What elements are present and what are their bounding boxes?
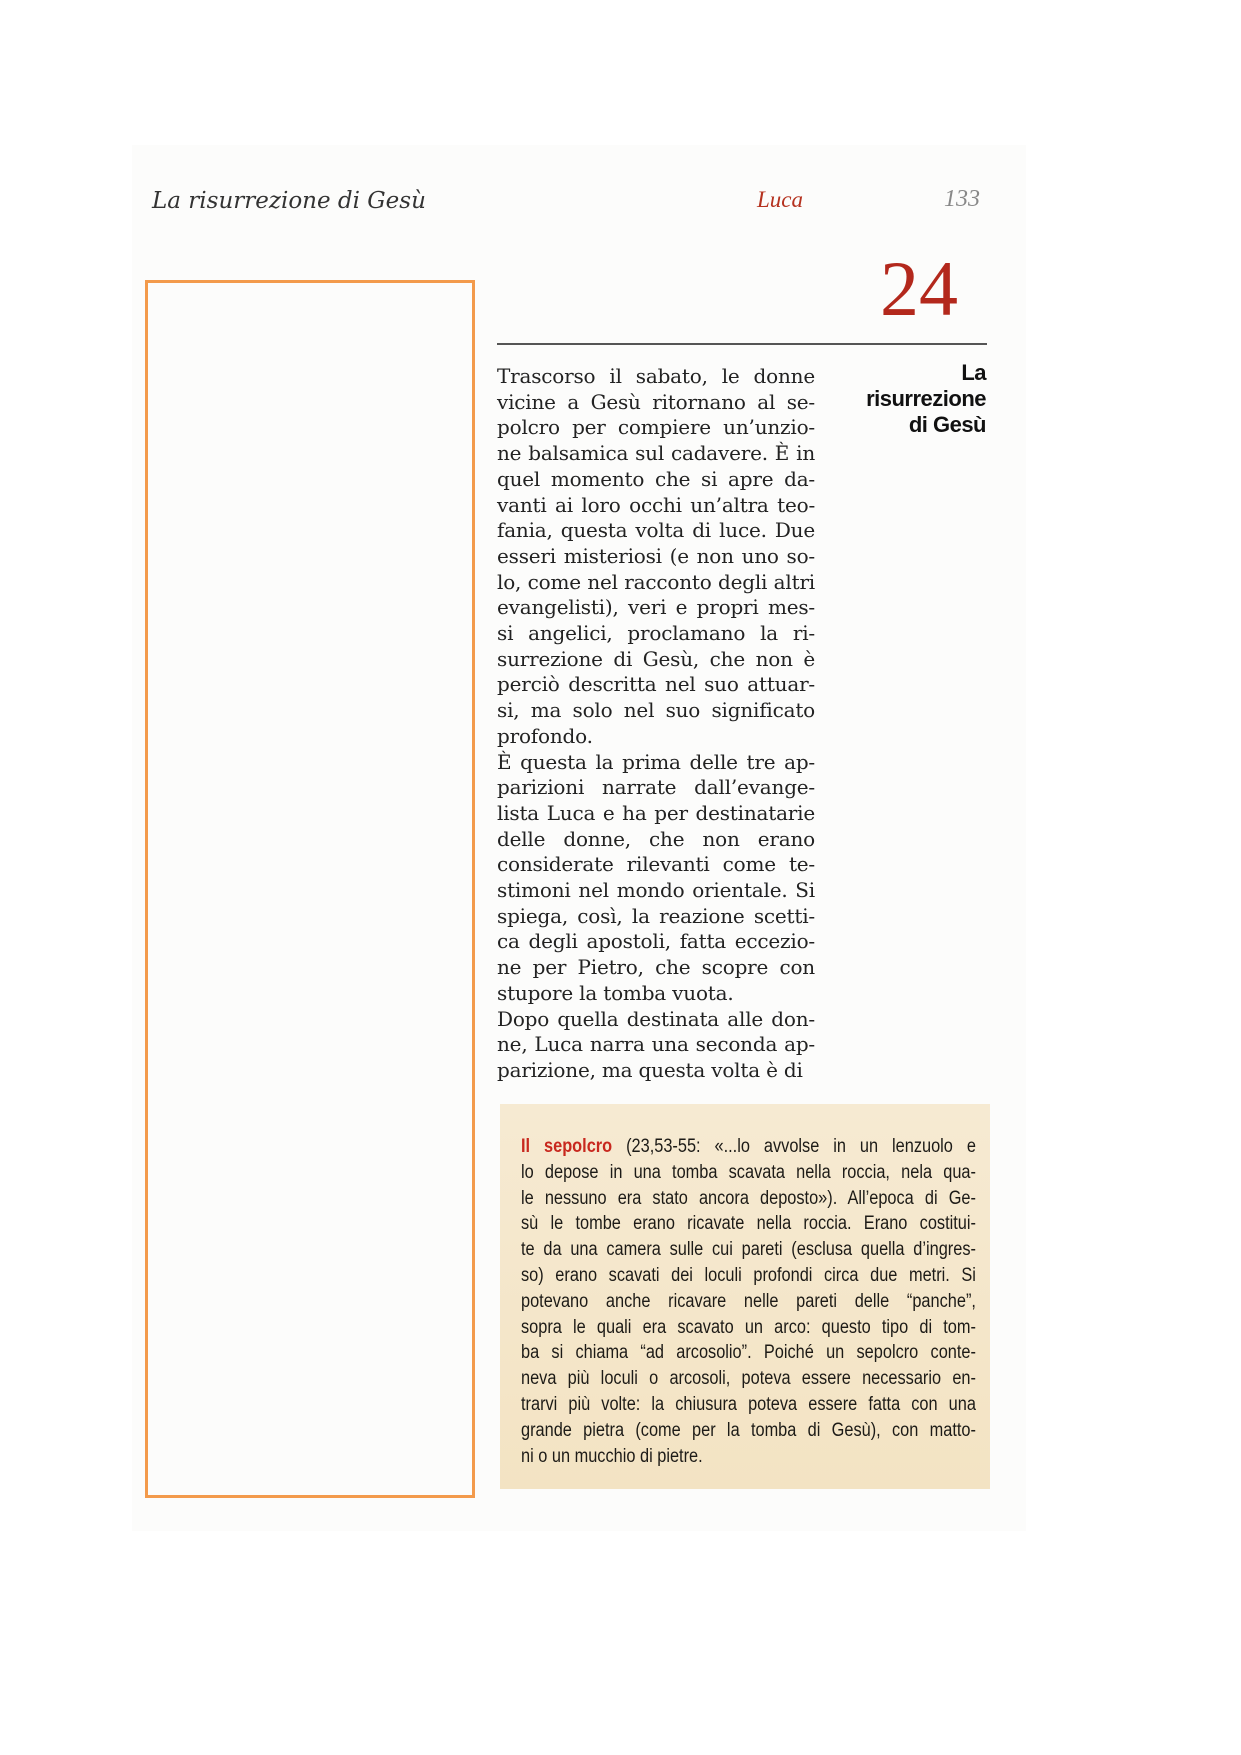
body-line: ca degli apostoli, fatta eccezio- <box>497 929 815 954</box>
body-line: vicine a Gesù ritornano al se- <box>497 389 815 414</box>
running-title: La risurrezione di Gesù <box>152 188 426 214</box>
body-line: parizione, ma questa volta è di <box>497 1057 803 1082</box>
body-line: evangelisti), veri e propri mes- <box>497 595 815 620</box>
box-line: sopra le quali era scavato un arco: questo tipo di tom- <box>521 1316 976 1338</box>
box-line-text: (23,53-55: «...lo avvolse in un lenzuolo e <box>612 1136 976 1157</box>
box-keyword: Il sepolcro <box>521 1136 613 1157</box>
body-line: fania, questa volta di luce. Due <box>497 518 815 543</box>
body-line: Trascorso il sabato, le donne <box>497 364 815 388</box>
image-placeholder-frame <box>145 280 475 1498</box>
section-title-line: risurrezione <box>866 386 986 411</box>
body-line: quel momento che si apre da- <box>497 466 815 491</box>
sidebar-box-text <box>521 1134 976 1469</box>
body-line: delle donne, che non erano <box>497 826 815 851</box>
box-line: lo depose in una tomba scavata nella roccia, nela qua- <box>521 1161 976 1183</box>
body-line: spiega, così, la reazione scetti- <box>497 903 815 928</box>
body-line: È questa la prima delle tre ap- <box>497 749 815 774</box>
gospel-name: Luca <box>757 187 803 212</box>
body-line: surrezione di Gesù, che non è <box>497 646 815 671</box>
box-line: ba si chiama “ad arcosolio”. Poiché un sepolcro conte- <box>521 1342 976 1364</box>
box-line: potevano anche ricavare nelle pareti delle “panche”, <box>521 1290 976 1312</box>
box-line: grande pietra (come per la tomba di Gesù), con matto- <box>521 1419 976 1441</box>
divider <box>497 343 987 345</box>
section-title-line: di Gesù <box>908 412 986 437</box>
body-line: Dopo quella destinata alle don- <box>497 1006 815 1031</box>
box-line: le nessuno era stato ancora deposto»). All’epoca di Ge- <box>521 1187 976 1209</box>
body-line: lo, come nel racconto degli altri <box>497 569 815 594</box>
body-line: stimoni nel mondo orientale. Si <box>497 878 815 903</box>
body-line: ne, Luca narra una seconda ap- <box>497 1032 815 1057</box>
page-number: 133 <box>944 186 980 212</box>
body-line: profondo. <box>497 723 593 748</box>
body-line: considerate rilevanti come te- <box>497 852 815 877</box>
box-line <box>521 1134 976 1160</box>
box-line: neva più loculi o arcosoli, poteva essere necessario en- <box>521 1368 976 1390</box>
body-line: lista Luca e ha per destinatarie <box>497 800 815 825</box>
box-line: te da una camera sulle cui pareti (esclusa quella d’ingres- <box>521 1239 976 1261</box>
body-line: ne balsamica sul cadavere. È in <box>497 441 815 466</box>
body-line: perciò descritta nel suo attuar- <box>497 672 815 697</box>
body-line: ne per Pietro, che scopre con <box>497 955 815 980</box>
body-line: polcro per compiere un’unzio- <box>497 415 815 440</box>
box-line: sù le tombe erano ricavate nella roccia. Erano costitui- <box>521 1213 976 1235</box>
body-line: esseri misteriosi (e non uno so- <box>497 543 815 568</box>
chapter-number: 24 <box>880 245 958 332</box>
body-line: si angelici, proclamano la ri- <box>497 621 815 646</box>
body-line: vanti ai loro occhi un’altra teo- <box>497 492 815 517</box>
box-line: so) erano scavati dei loculi profondi circa due metri. Si <box>521 1264 976 1286</box>
body-line: stupore la tomba vuota. <box>497 980 734 1005</box>
body-line: parizioni narrate dall’evange- <box>497 775 815 800</box>
body-line: si, ma solo nel suo significato <box>497 698 815 723</box>
box-line: trarvi più volte: la chiusura poteva essere fatta con una <box>521 1393 976 1415</box>
body-text <box>497 364 815 1084</box>
section-title <box>866 360 986 438</box>
box-line: ni o un mucchio di pietre. <box>521 1445 703 1467</box>
section-title-line: La <box>961 360 986 385</box>
